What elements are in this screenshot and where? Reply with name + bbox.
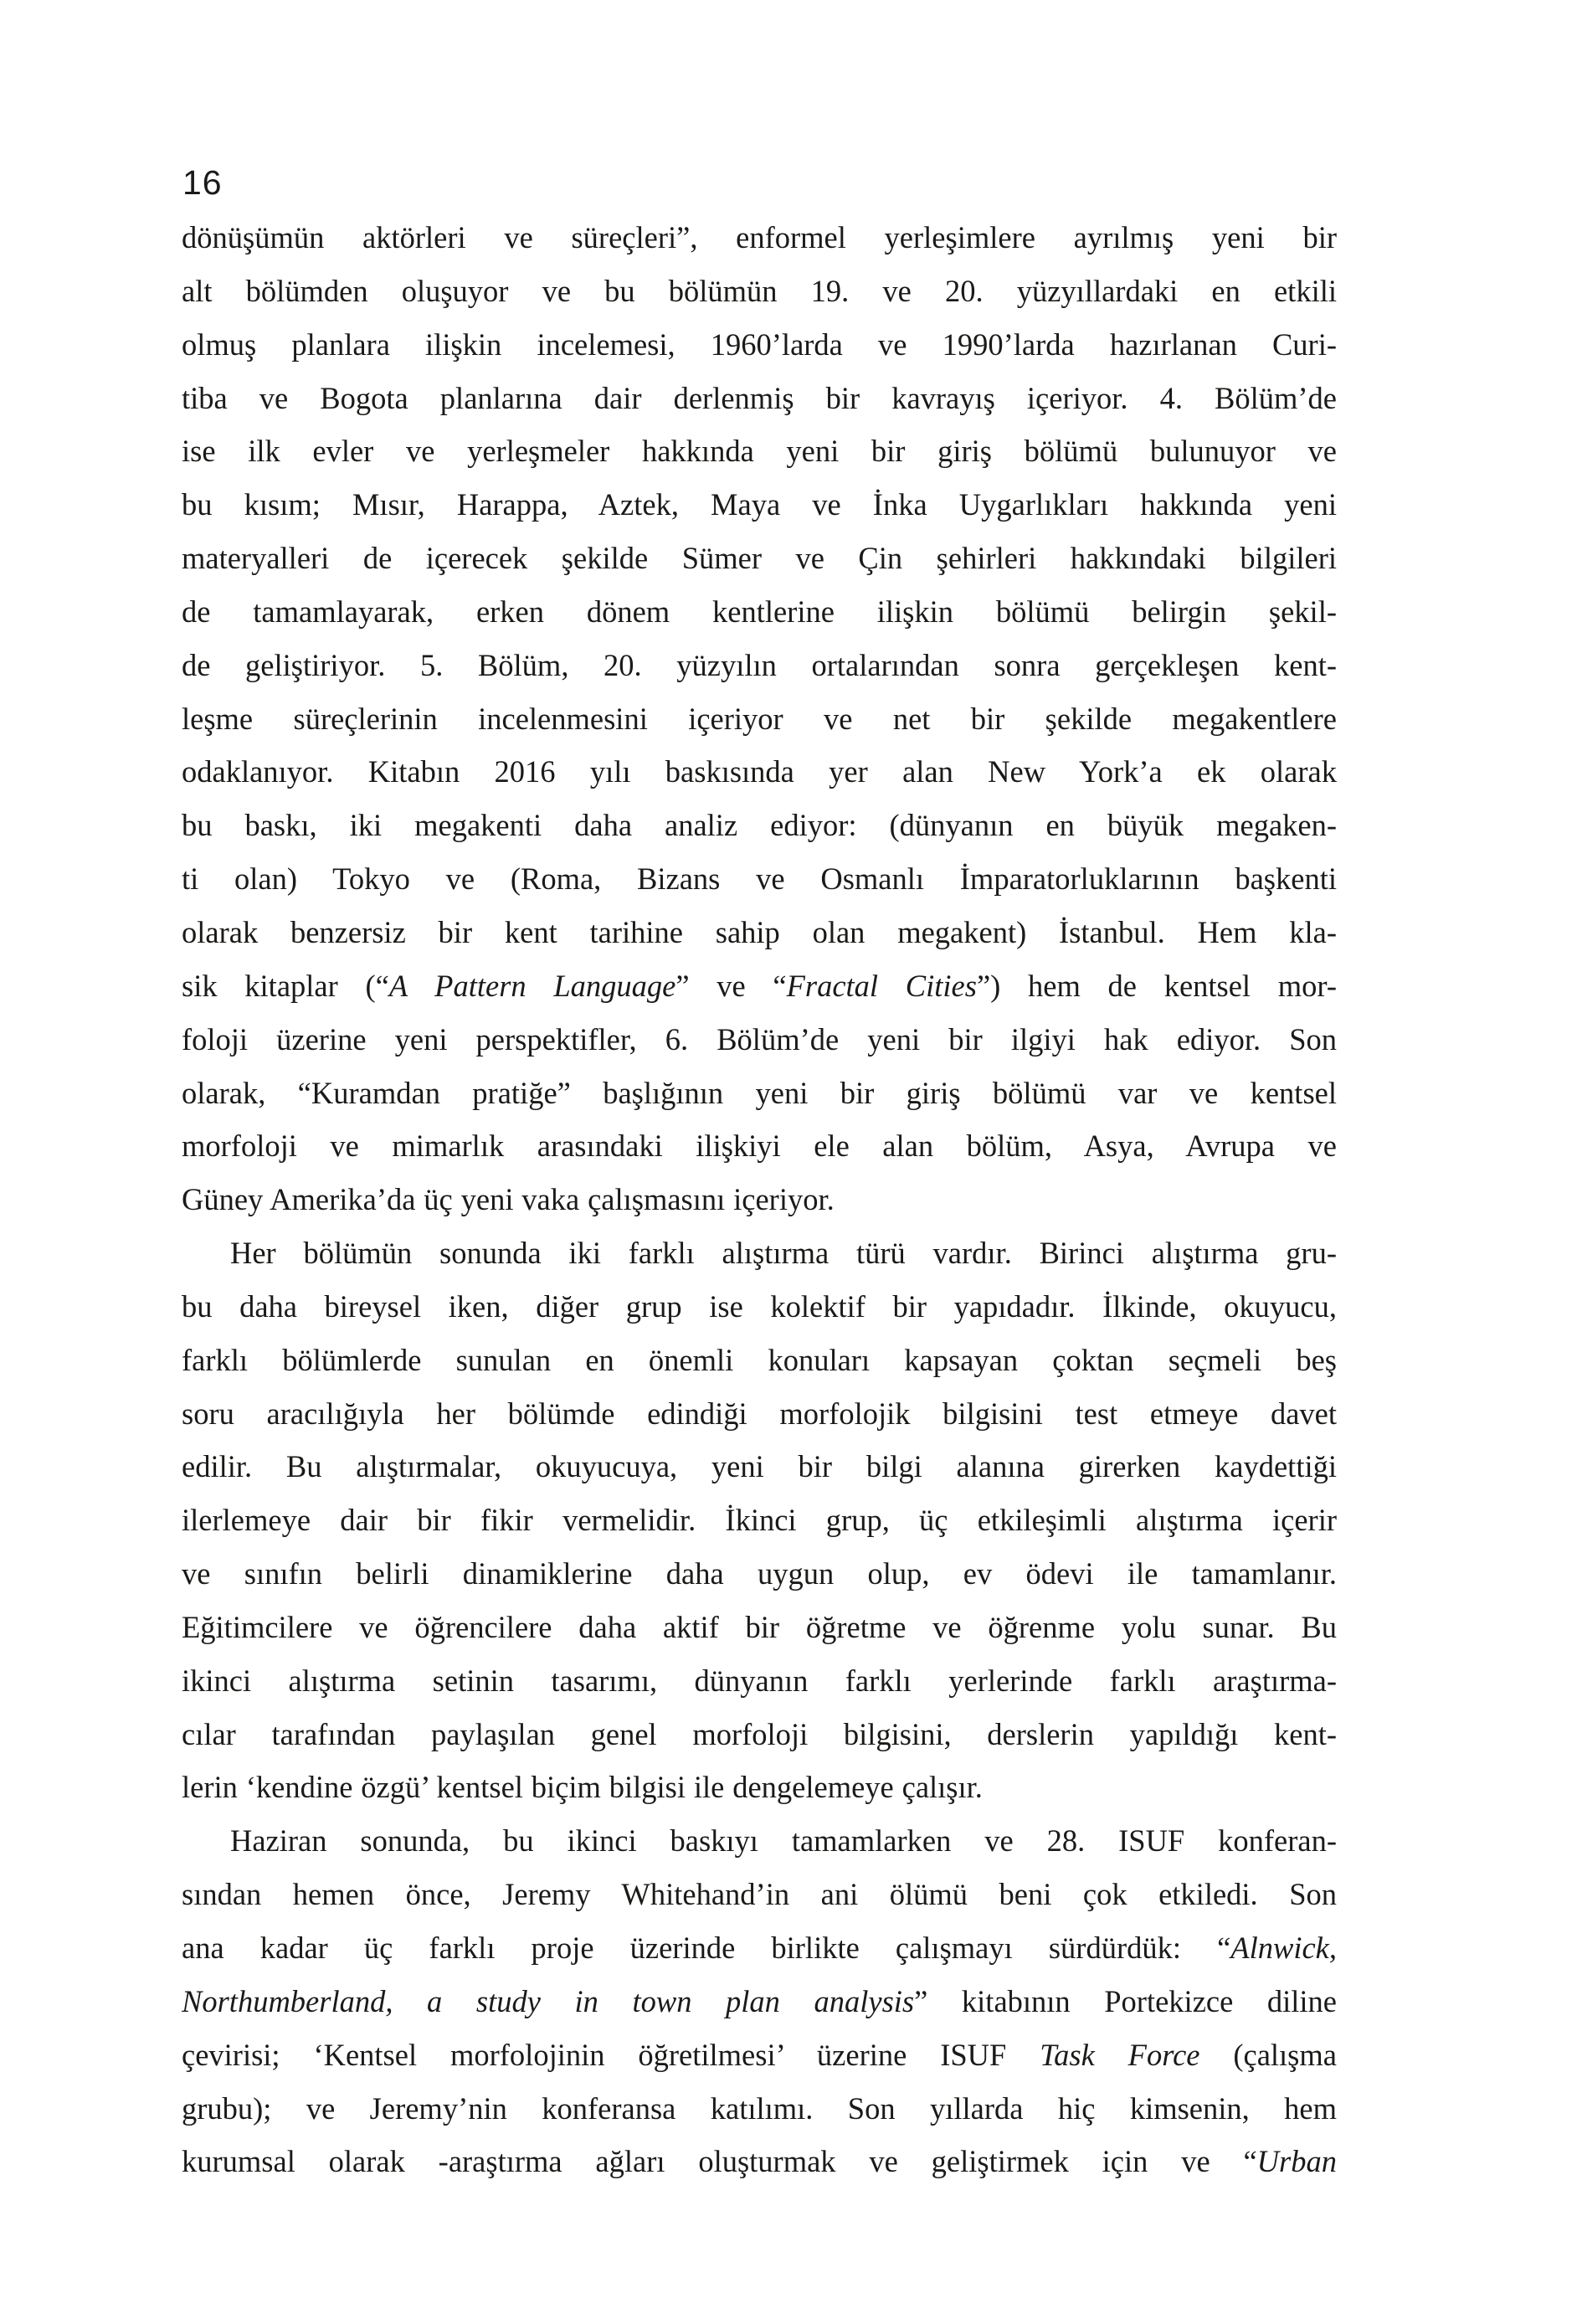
italic-text: Urban xyxy=(1256,2144,1337,2179)
text-segment: ve sınıfın belirli dinamiklerine daha uygun olup, ev ödevi ile tamamlanır. xyxy=(182,1556,1337,1591)
text-segment: Güney Amerika’da üç yeni vaka çalışmasını içeriyor. xyxy=(182,1182,835,1217)
text-segment: farklı bölümlerde sunulan en önemli konuları kapsayan çoktan seçmeli beş xyxy=(182,1342,1337,1377)
text-line xyxy=(182,1119,1337,1173)
text-line xyxy=(182,1280,1337,1334)
text-segment: çevirisi; ‘Kentsel morfolojinin öğretilmesi’ üzerine ISUF xyxy=(182,2037,1040,2072)
text-segment: ” ve “ xyxy=(675,968,787,1003)
text-segment: ” kitabının Portekizce diline xyxy=(914,1983,1337,2018)
text-segment: sik kitaplar (“ xyxy=(182,968,389,1003)
page-number: 16 xyxy=(182,163,223,202)
text-line xyxy=(182,2082,1337,2136)
text-line xyxy=(182,532,1337,585)
text-segment: odaklanıyor. Kitabın 2016 yılı baskısında yer alan New York’a ek olarak xyxy=(182,754,1337,789)
text-line xyxy=(182,639,1337,692)
text-segment: Eğitimcilere ve öğrencilere daha aktif bir öğretme ve öğrenme yolu sunar. Bu xyxy=(182,1609,1337,1644)
text-segment: Her bölümün sonunda iki farklı alıştırma türü vardır. Birinci alıştırma gru- xyxy=(230,1236,1337,1271)
text-segment: alt bölümden oluşuyor ve bu bölümün 19. ve 20. yüzyıllardaki en etkili xyxy=(182,273,1337,308)
italic-text: Task Force xyxy=(1040,2037,1200,2072)
text-segment: ilerlemeye dair bir fikir vermelidir. İkinci grup, üç etkileşimli alıştırma içerir xyxy=(182,1503,1337,1538)
text-segment: soru aracılığıyla her bölümde edindiği morfolojik bilgisini test etmeye davet xyxy=(182,1396,1337,1431)
text-segment: grubu); ve Jeremy’nin konferansa katılımı. Son yıllarda hiç kimsenin, hem xyxy=(182,2090,1337,2126)
text-line xyxy=(182,478,1337,532)
paragraph xyxy=(182,211,1337,1226)
text-line xyxy=(182,1761,1337,1814)
text-line xyxy=(182,1387,1337,1441)
text-segment: olmuş planlara ilişkin incelemesi, 1960’larda ve 1990’larda hazırlanan Curi- xyxy=(182,326,1337,362)
text-segment: bu baskı, iki megakenti daha analiz ediyor: (dünyanın en büyük megaken- xyxy=(182,808,1337,843)
text-segment: sından hemen önce, Jeremy Whitehand’in ani ölümü beni çok etkiledi. Son xyxy=(182,1877,1337,1912)
italic-text: A Pattern Language xyxy=(388,968,676,1003)
text-line xyxy=(182,906,1337,959)
text-line xyxy=(182,959,1337,1013)
text-line xyxy=(182,745,1337,799)
text-segment: ikinci alıştırma setinin tasarımı, dünyanın farklı yerlerinde farklı araştırma- xyxy=(182,1663,1337,1698)
text-line xyxy=(182,1921,1337,1975)
text-segment: olarak, “Kuramdan pratiğe” başlığının yeni bir giriş bölümü var ve kentsel xyxy=(182,1075,1337,1110)
text-segment: ti olan) Tokyo ve (Roma, Bizans ve Osmanlı İmparatorluklarının başkenti xyxy=(182,861,1337,897)
text-line xyxy=(182,1173,1337,1226)
text-line xyxy=(182,265,1337,318)
text-segment: materyalleri de içerecek şekilde Sümer ve Çin şehirleri hakkındaki bilgileri xyxy=(182,541,1337,576)
text-segment: tiba ve Bogota planlarına dair derlenmiş bir kavrayış içeriyor. 4. Bölüm’de xyxy=(182,380,1337,415)
text-line xyxy=(182,1601,1337,1654)
text-line xyxy=(182,1708,1337,1761)
text-segment: Haziran sonunda, bu ikinci baskıyı tamamlarken ve 28. ISUF konferan- xyxy=(230,1823,1337,1859)
paragraph xyxy=(182,1814,1337,2188)
text-line xyxy=(182,1013,1337,1067)
text-line xyxy=(182,1868,1337,1921)
text-line xyxy=(182,692,1337,746)
text-segment: kurumsal olarak -araştırma ağları oluşturmak ve geliştirmek için ve “ xyxy=(182,2144,1257,2179)
text-line xyxy=(182,799,1337,852)
text-segment: ”) hem de kentsel mor- xyxy=(976,968,1337,1003)
text-line xyxy=(182,372,1337,425)
text-segment: morfoloji ve mimarlık arasındaki ilişkiyi ele alan bölüm, Asya, Avrupa ve xyxy=(182,1129,1337,1164)
text-segment: leşme süreçlerinin incelenmesini içeriyor ve net bir şekilde megakentlere xyxy=(182,701,1337,736)
text-line xyxy=(182,2028,1337,2082)
italic-text: Alnwick, xyxy=(1230,1931,1337,1965)
text-line xyxy=(182,585,1337,639)
text-line xyxy=(182,2135,1337,2188)
text-line xyxy=(182,1494,1337,1547)
text-line xyxy=(182,211,1337,265)
text-segment: de geliştiriyor. 5. Bölüm, 20. yüzyılın ortalarından sonra gerçekleşen kent- xyxy=(182,647,1337,682)
text-line xyxy=(182,1226,1337,1280)
text-segment: olarak benzersiz bir kent tarihine sahip olan megakent) İstanbul. Hem kla- xyxy=(182,914,1337,949)
italic-text: Northumberland, a study in town plan analysis xyxy=(182,1983,915,2018)
text-line xyxy=(182,852,1337,906)
text-line xyxy=(182,318,1337,372)
text-segment: edilir. Bu alıştırmalar, okuyucuya, yeni bir bilgi alanına girerken kaydettiği xyxy=(182,1449,1337,1484)
text-segment: foloji üzerine yeni perspektifler, 6. Bölüm’de yeni bir ilgiyi hak ediyor. Son xyxy=(182,1021,1337,1057)
text-segment: (çalışma xyxy=(1199,2037,1337,2072)
text-segment: de tamamlayarak, erken dönem kentlerine ilişkin bölümü belirgin şekil- xyxy=(182,594,1337,629)
text-line xyxy=(182,1440,1337,1494)
body-text xyxy=(182,211,1337,2188)
text-segment: dönüşümün aktörleri ve süreçleri”, enformel yerleşimlere ayrılmış yeni bir xyxy=(182,220,1337,255)
text-segment: bu daha bireysel iken, diğer grup ise kolektif bir yapıdadır. İlkinde, okuyucu, xyxy=(182,1288,1337,1324)
text-segment: ise ilk evler ve yerleşmeler hakkında yeni bir giriş bölümü bulunuyor ve xyxy=(182,434,1337,469)
paragraph xyxy=(182,1226,1337,1814)
text-segment: bu kısım; Mısır, Harappa, Aztek, Maya ve İnka Uygarlıkları hakkında yeni xyxy=(182,487,1337,522)
text-line xyxy=(182,1547,1337,1601)
text-segment: lerin ‘kendine özgü’ kentsel biçim bilgisi ile dengelemeye çalışır. xyxy=(182,1770,983,1805)
text-line xyxy=(182,424,1337,478)
text-line xyxy=(182,1975,1337,2028)
text-segment: cılar tarafından paylaşılan genel morfoloji bilgisini, derslerin yapıldığı kent- xyxy=(182,1716,1337,1751)
italic-text: Fractal Cities xyxy=(786,968,977,1003)
text-line xyxy=(182,1334,1337,1387)
text-line xyxy=(182,1814,1337,1868)
text-segment: ana kadar üç farklı proje üzerinde birlikte çalışmayı sürdürdük: “ xyxy=(182,1931,1231,1965)
text-line xyxy=(182,1067,1337,1120)
text-line xyxy=(182,1654,1337,1708)
